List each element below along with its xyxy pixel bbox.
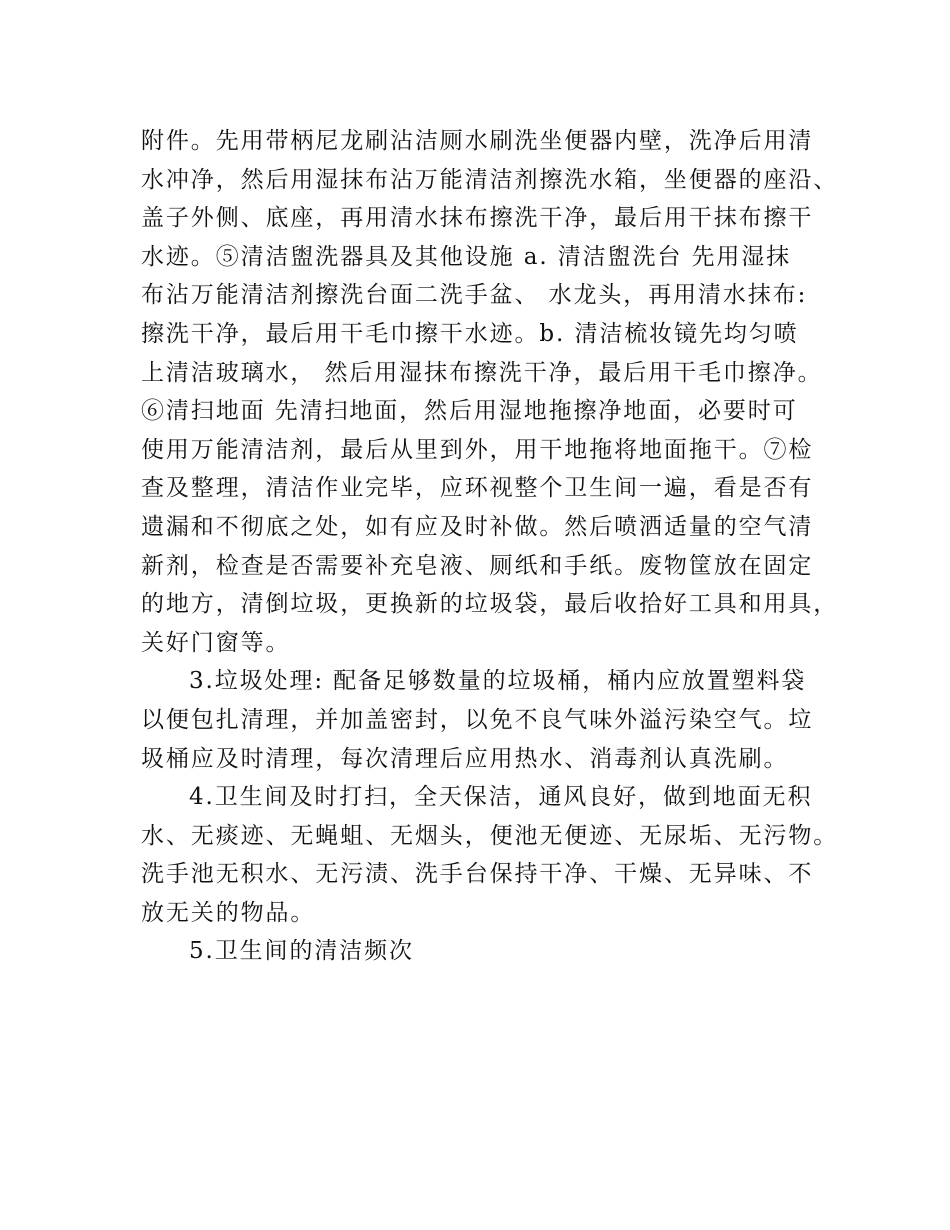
text-line: 4.卫生间及时打扫，全天保洁，通风良好，做到地面无积 — [189, 784, 813, 811]
text-line: 圾桶应及时清理，每次清理后应用热水、消毒剂认真洗刷。 — [141, 745, 789, 772]
text-line: 洗手池无积水、无污渍、洗手台保持干净、干燥、无异味、不 — [141, 861, 814, 888]
text-line: 的地方，清倒垃圾，更换新的垃圾袋，最后收拾好工具和用具， — [141, 591, 839, 618]
body-text — [141, 122, 839, 971]
text-line: 使用万能清洁剂，最后从里到外，用干地拖将地面拖干。⑦检 — [141, 436, 814, 463]
text-line: 擦洗干净，最后用干毛巾擦干水迹。b. 清洁梳妆镜先均匀喷 — [141, 320, 799, 347]
text-line: 查及整理，清洁作业完毕，应环视整个卫生间一遍，看是否有 — [141, 475, 814, 502]
text-line: 以便包扎清理，并加盖密封，以免不良气味外溢污染空气。垃 — [141, 706, 814, 733]
text-line: 水、无痰迹、无蝇蛆、无烟头，便池无便迹、无尿垢、无污物。 — [141, 822, 839, 849]
text-line: 布沾万能清洁剂擦洗台面二洗手盆、 水龙头，再用清水抹布: — [141, 282, 808, 309]
text-line: 新剂，检查是否需要补充皂液、厕纸和手纸。废物筐放在固定 — [141, 552, 814, 579]
text-line: 遗漏和不彻底之处，如有应及时补做。然后喷洒适量的空气清 — [141, 513, 814, 540]
text-line: 放无关的物品。 — [141, 899, 316, 926]
text-line: 上清洁玻璃水， 然后用湿抹布擦洗干净，最后用干毛巾擦净。 — [141, 359, 823, 386]
text-line: 盖子外侧、底座，再用清水抹布擦洗干净，最后用干抹布擦干 — [141, 205, 814, 232]
text-line: 关好门窗等。 — [141, 629, 291, 656]
text-line: ⑥清扫地面 先清扫地面，然后用湿地拖擦净地面，必要时可 — [141, 398, 798, 425]
text-line: 附件。先用带柄尼龙刷沾洁厕水刷洗坐便器内壁，洗净后用清 — [141, 128, 814, 154]
section-heading: 5.卫生间的清洁频次 — [189, 938, 414, 965]
text-line: 水冲净，然后用湿抹布沾万能清洁剂擦洗水箱，坐便器的座沿、 — [141, 166, 839, 193]
text-line: 3.垃圾处理: 配备足够数量的垃圾桶，桶内应放置塑料袋 — [189, 668, 807, 695]
text-line: 水迹。⑤清洁盥洗器具及其他设施 a. 清洁盥洗台 先用湿抹 — [141, 243, 792, 270]
